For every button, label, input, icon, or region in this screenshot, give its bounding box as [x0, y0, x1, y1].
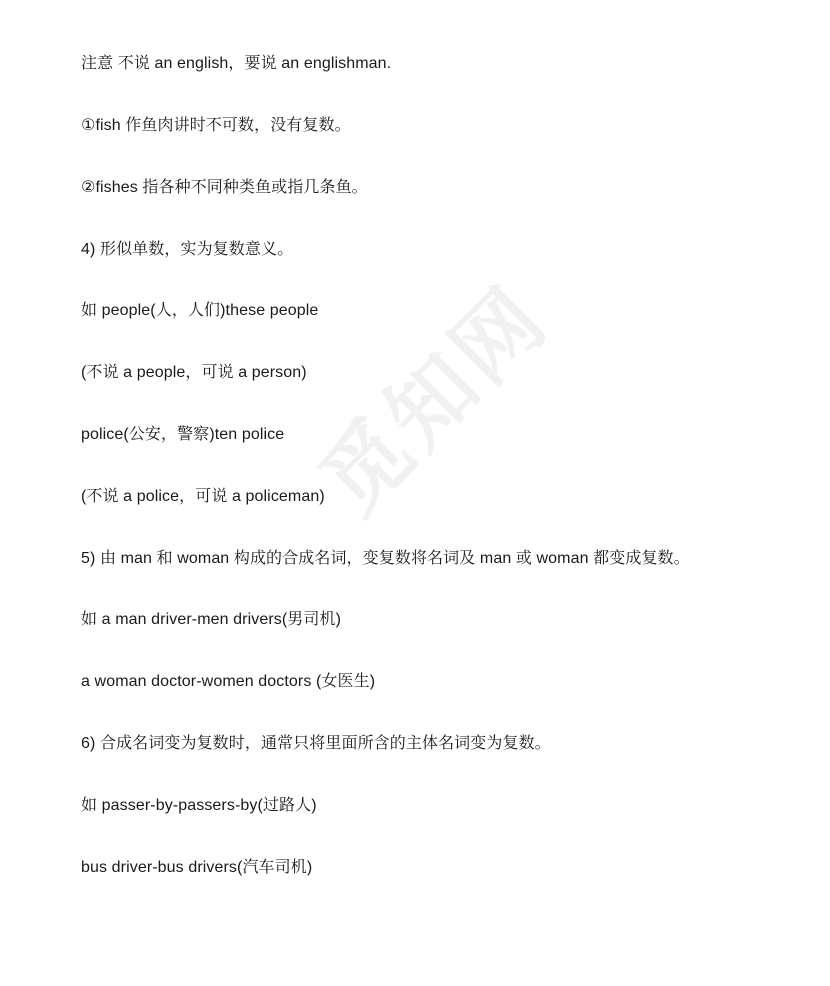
section-heading: 4) 形似单数，实为复数意义。: [81, 241, 294, 258]
text-line: police(公安，警察)ten police: [81, 426, 285, 443]
section-heading: 5) 由 man 和 woman 构成的合成名词，变复数将名词及 man 或 woman 都变成复数。: [81, 550, 690, 567]
section-heading: 6) 合成名词变为复数时，通常只将里面所含的主体名词变为复数。: [81, 735, 551, 752]
watermark: 觅知网: [302, 267, 568, 533]
text-line: ②fishes 指各种不同种类鱼或指几条鱼。: [81, 179, 368, 196]
text-line: ①fish 作鱼肉讲时不可数，没有复数。: [81, 117, 351, 134]
text-line: (不说 a police，可说 a policeman): [81, 488, 325, 505]
text-line: 如 a man driver-men drivers(男司机): [81, 611, 342, 628]
text-line: a woman doctor-women doctors (女医生): [81, 673, 376, 690]
text-line: bus driver-bus drivers(汽车司机): [81, 859, 313, 876]
text-line: 如 people(人，人们)these people: [81, 302, 319, 319]
text-line: 注意 不说 an english，要说 an englishman.: [81, 55, 392, 72]
text-line: (不说 a people，可说 a person): [81, 364, 307, 381]
text-line: 如 passer-by-passers-by(过路人): [81, 797, 317, 814]
